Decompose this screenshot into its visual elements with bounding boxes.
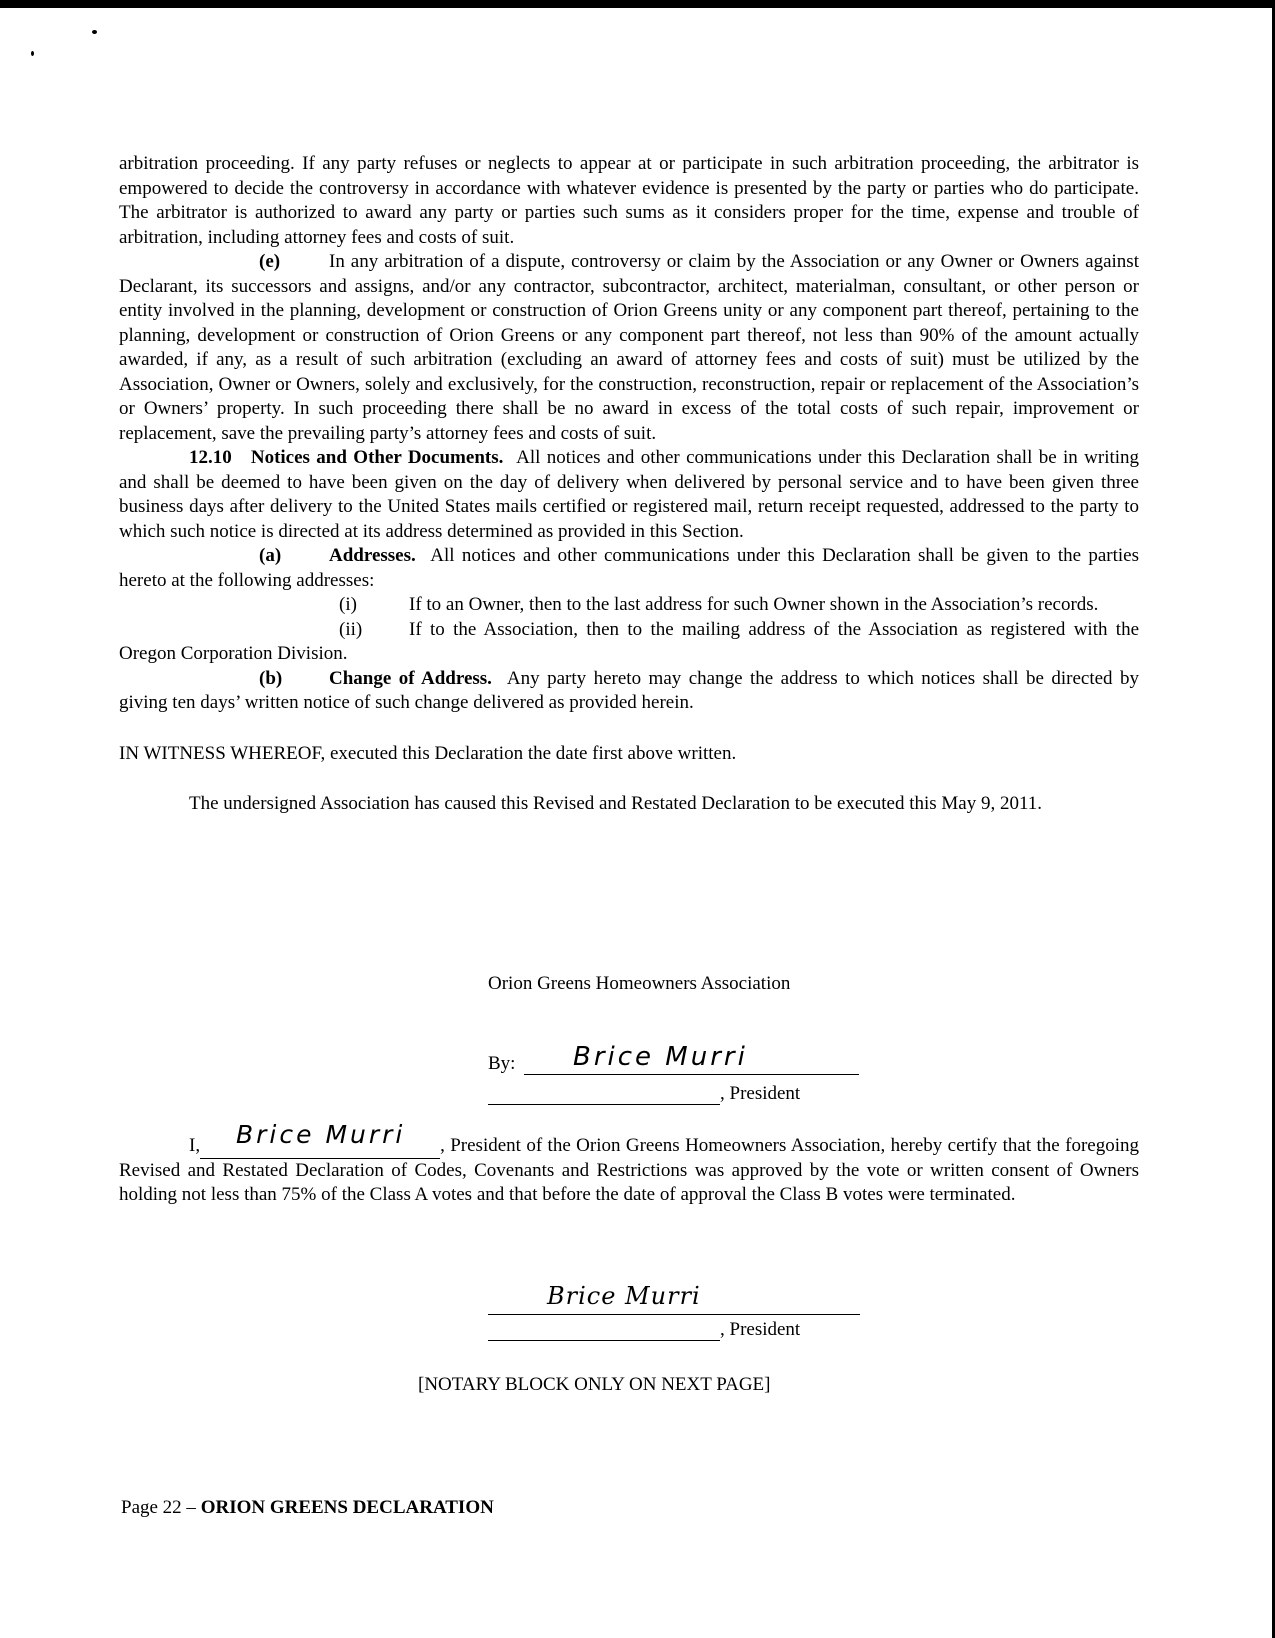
label-i: (i) — [339, 594, 357, 615]
president-title-2: , President — [720, 1319, 801, 1340]
paragraph-ii — [119, 618, 1139, 667]
paragraph-e — [119, 250, 1139, 446]
text-a: All notices and other communications under this Declaration shall be given to the parties hereto at the following addresses: — [119, 545, 1139, 591]
label-a: (a) — [259, 545, 282, 566]
section-12-10 — [119, 446, 1139, 544]
section-number: 12.10 — [189, 447, 232, 468]
label-ii: (ii) — [339, 618, 363, 640]
text-ii: If to the Association, then to the mailing address of the Association as registered with the Oregon Corporation Division. — [119, 618, 1139, 664]
paragraph-i — [119, 593, 1139, 618]
association-name: Orion Greens Homeowners Association — [488, 973, 791, 994]
president-line-2 — [488, 1319, 800, 1341]
title-a: Addresses. — [329, 545, 416, 566]
by-label: By: — [488, 1053, 516, 1074]
label-e: (e) — [259, 251, 281, 272]
witness-clause: IN WITNESS WHEREOF, executed this Declaration the date first above written. — [119, 742, 737, 764]
signature-brice-murri-3: Brice Murri — [547, 1282, 701, 1310]
scan-top-border — [0, 0, 1275, 8]
notary-note: [NOTARY BLOCK ONLY ON NEXT PAGE] — [418, 1374, 771, 1395]
section-title: Notices and Other Documents. — [250, 447, 504, 468]
section-text: All notices and other communications under this Declaration shall be in writing and shall be deemed to have been given on the day of delivery when delivered by personal service and to have been given three business days after delivery to the United States mails certified or registered mail, return receipt requested, addressed to the party to which such notice is directed at its address determined as provided in this Section. — [119, 447, 1140, 542]
scan-speck — [92, 30, 97, 34]
scan-speck — [31, 51, 34, 56]
text-i: If to an Owner, then to the last address for such Owner shown in the Association’s records. — [409, 594, 1099, 615]
name-line — [488, 1086, 720, 1105]
execution-statement: The undersigned Association has caused this Revised and Restated Declaration to be executed this May 9, 2011. — [189, 793, 1043, 814]
document-title: ORION GREENS DECLARATION — [200, 1497, 494, 1518]
label-b: (b) — [259, 667, 283, 689]
president-line-1 — [488, 1083, 800, 1105]
title-b: Change of Address. — [329, 667, 492, 689]
signature-brice-murri-2: Brice Murri — [236, 1120, 406, 1149]
paragraph-a — [119, 544, 1139, 593]
paragraph-b — [119, 667, 1139, 716]
president-title-1: , President — [720, 1083, 801, 1104]
name-line-2 — [488, 1322, 720, 1341]
text-e: In any arbitration of a dispute, controversy or claim by the Association or any Owner or Owners against Declarant, its successors and assigns, and/or any contractor, subcontractor, architect, materialman, consultant, or other person or entity involved in the planning, development or construction of Orion Greens unity or any component part thereof, pertaining to the planning, development or construction of Orion Greens or any component part thereof, not less than 90% of the amount actually awarded, if any, as a result of such arbitration (excluding an award of attorney fees and costs of suit) must be utilized by the Association, Owner or Owners, solely and exclusively, for the construction, reconstruction, repair or replacement of the Association’s or Owners’ property. In such proceeding there shall be no award in excess of the total costs of such repair, improvement or replacement, save the prevailing party’s attorney fees and costs of suit. — [119, 251, 1139, 444]
text-b: Any party hereto may change the address to which notices shall be directed by giving ten days’ written notice of such change delivered as provided herein. — [119, 667, 1140, 713]
page-number: Page 22 – — [121, 1497, 196, 1518]
paragraph-arbitration: arbitration proceeding. If any party refuses or neglects to appear at or participate in such arbitration proceeding, the arbitrator is empowered to decide the controversy in accordance with whatever evidence is presented by the party or parties who do participate. The arbitrator is authorized to award any party or parties such sums as it considers proper for the time, expense and trouble of arbitration, including attorney fees and costs of suit. — [119, 153, 1139, 248]
cert-text: , President of the Orion Greens Homeowners Association, hereby certify that the foregoing Revised and Restated Declaration of Codes, Covenants and Restrictions was approved by the vote or written consent of Owners holding not less than 75% of the Class A votes and that before the date of approval the Class B votes were terminated. — [119, 1135, 1139, 1205]
cert-prefix: I, — [189, 1135, 201, 1156]
signature-brice-murri-1: Brice Murri — [573, 1042, 748, 1072]
document-body — [119, 152, 1139, 817]
page-footer — [121, 1497, 494, 1519]
